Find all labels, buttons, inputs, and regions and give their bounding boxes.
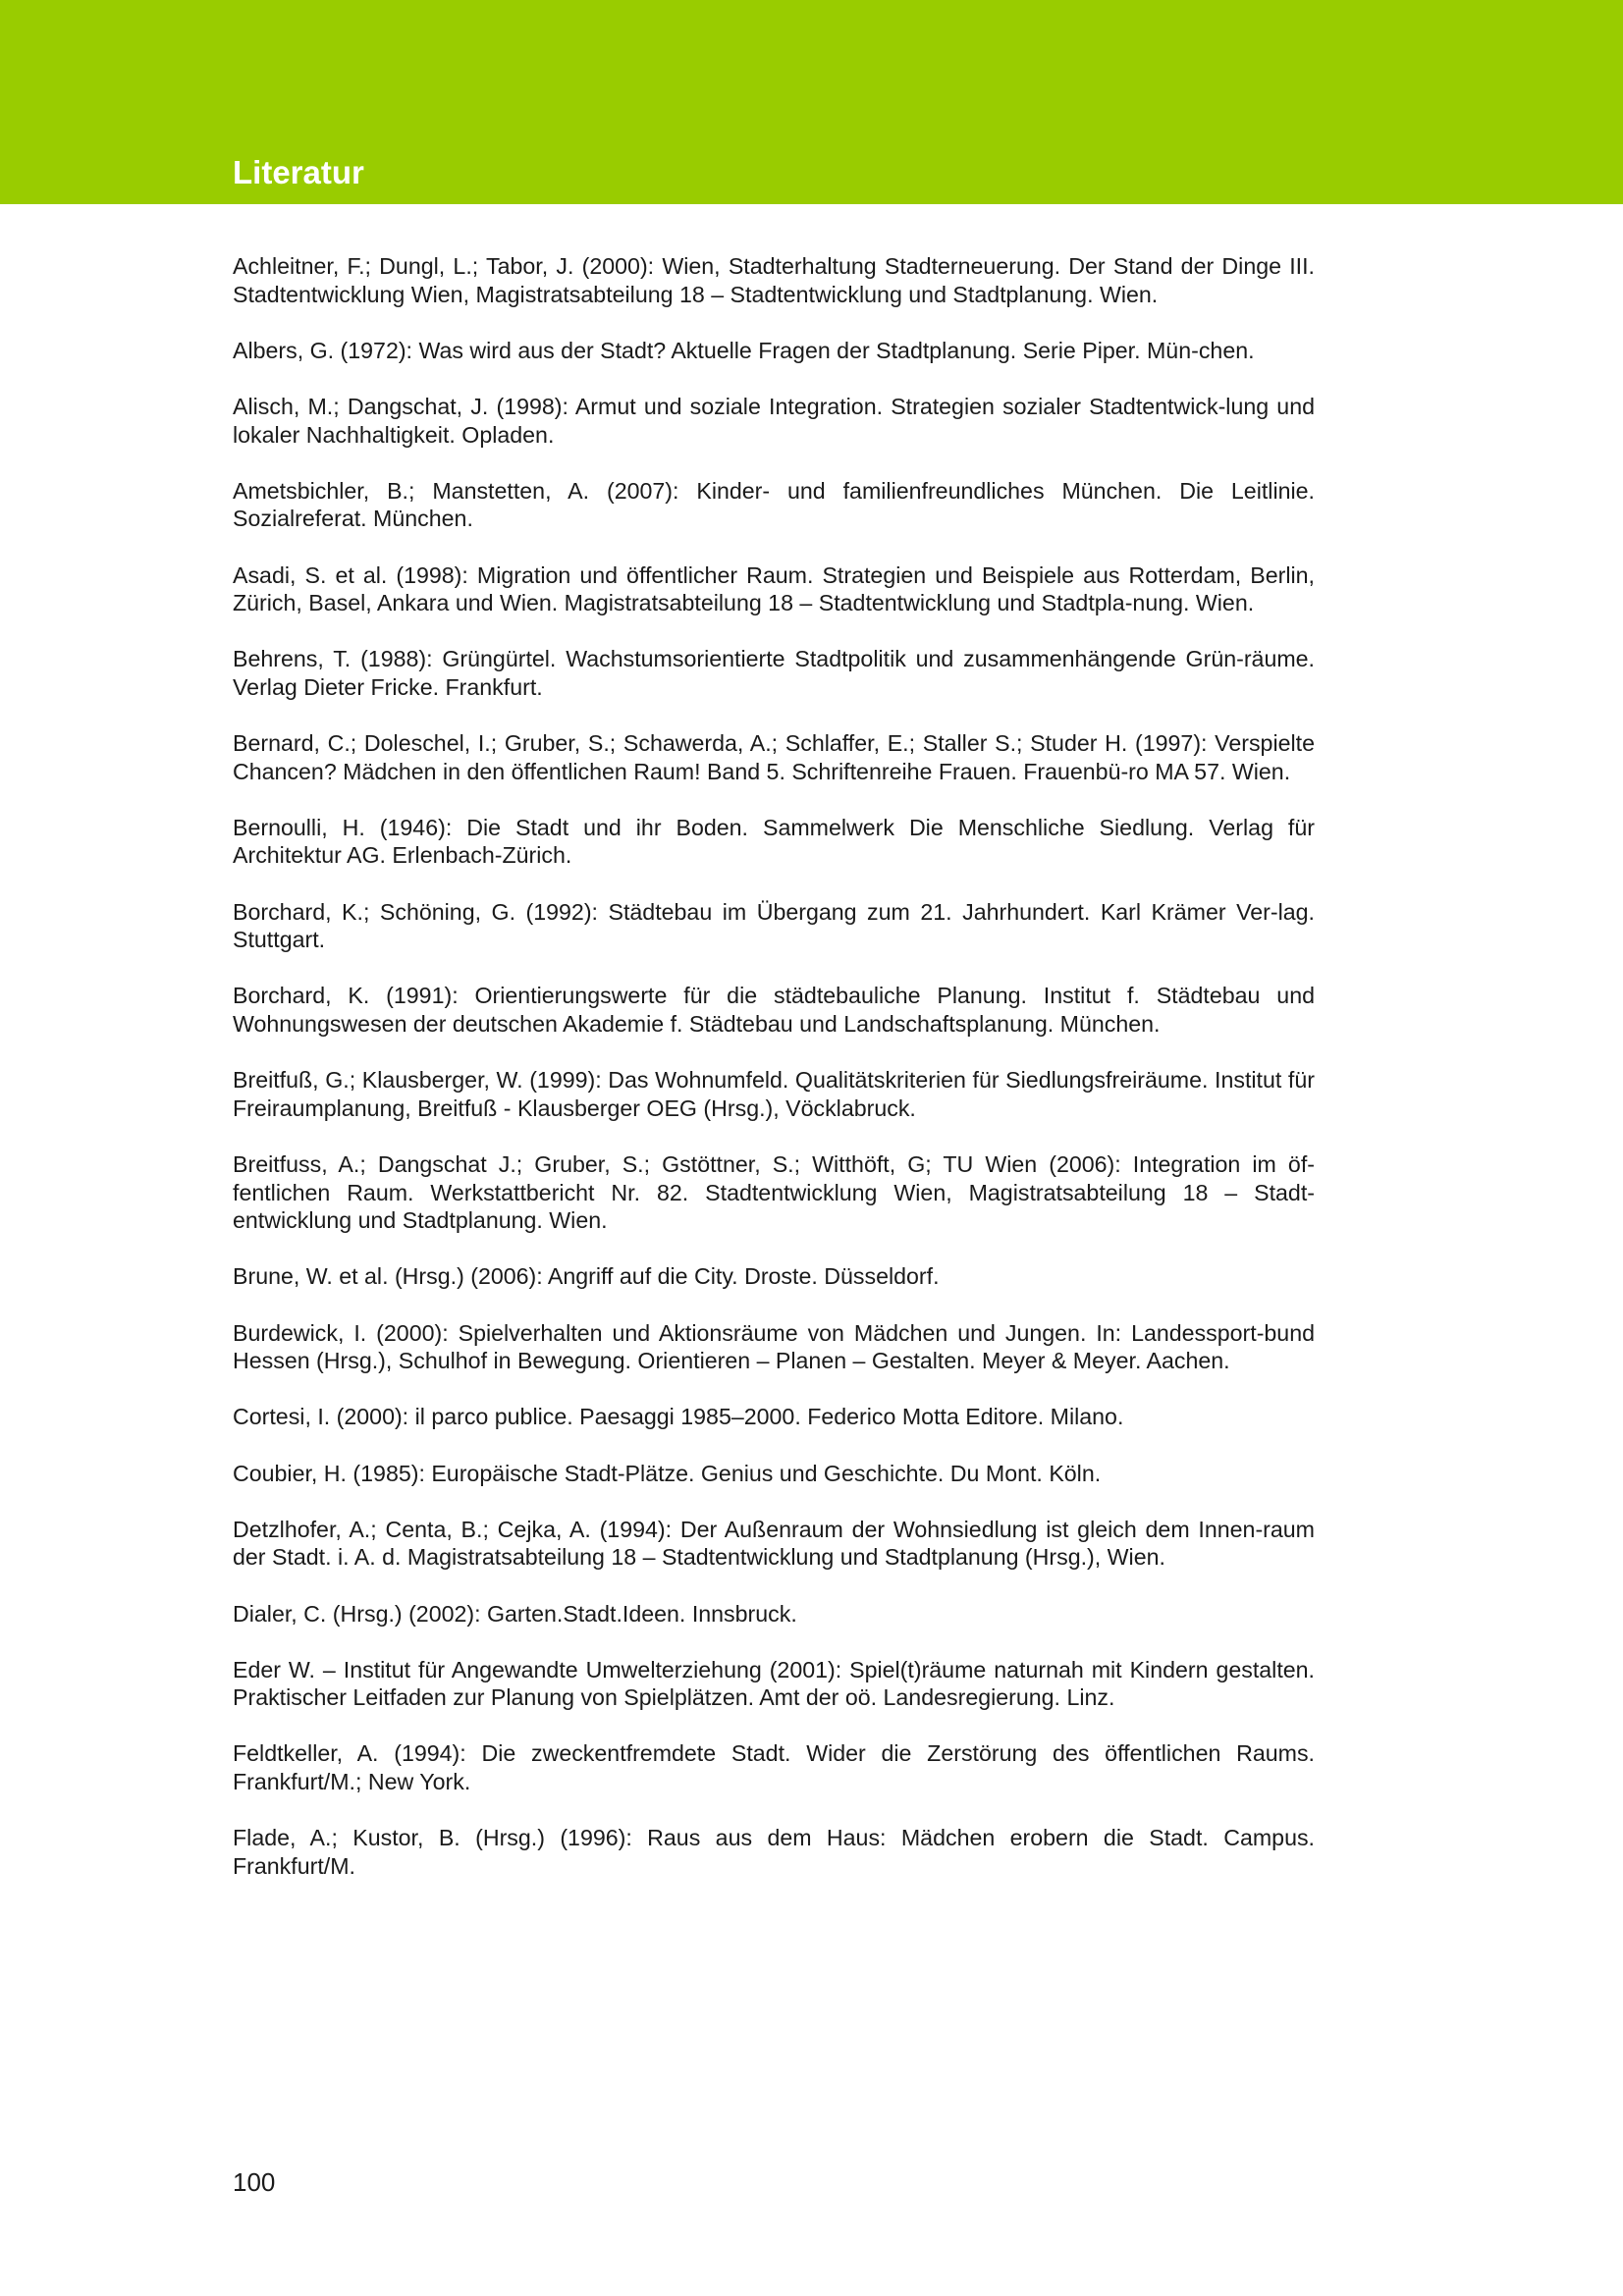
reference-item: Brune, W. et al. (Hrsg.) (2006): Angriff auf die City. Droste. Düsseldorf.: [233, 1263, 940, 1290]
reference-item: Breitfuss, A.; Dangschat J.; Gruber, S.; Gstöttner, S.; Witthöft, G; TU Wien (2006): Integration im öf-fentlichen Raum. Werkstattbericht Nr. 82. Stadtentwicklung Wien, Magistratsabteilung 18 – Stadt-entwicklung und Stadtplanung. Wien.: [233, 1151, 1315, 1234]
reference-list: [233, 252, 1315, 1908]
reference-item: Bernard, C.; Doleschel, I.; Gruber, S.; Schawerda, A.; Schlaffer, E.; Staller S.; Studer H. (1997): Verspielte Chancen? Mädchen in den öffentlichen Raum! Band 5. Schriftenreihe Frauen. Frauenbü-ro MA 57. Wien.: [233, 730, 1315, 784]
reference-item: Asadi, S. et al. (1998): Migration und öffentlicher Raum. Strategien und Beispiele aus Rotterdam, Berlin, Zürich, Basel, Ankara und Wien. Magistratsabteilung 18 – Stadtentwicklung und Stadtpla-nung. Wien.: [233, 561, 1315, 616]
reference-item: Detzlhofer, A.; Centa, B.; Cejka, A. (1994): Der Außenraum der Wohnsiedlung ist gleich dem Innen-raum der Stadt. i. A. d. Magistratsabteilung 18 – Stadtentwicklung und Stadtplanung (Hrsg.), Wien.: [233, 1516, 1315, 1571]
reference-item: Ametsbichler, B.; Manstetten, A. (2007): Kinder- und familienfreundliches München. Die Leitlinie. Sozialreferat. München.: [233, 477, 1315, 532]
reference-item: Burdewick, I. (2000): Spielverhalten und Aktionsräume von Mädchen und Jungen. In: Landessport-bund Hessen (Hrsg.), Schulhof in Bewegung. Orientieren – Planen – Gestalten. Meyer & Meyer. Aachen.: [233, 1319, 1315, 1374]
reference-item: Behrens, T. (1988): Grüngürtel. Wachstumsorientierte Stadtpolitik und zusammenhängende Grün-räume. Verlag Dieter Fricke. Frankfurt.: [233, 646, 1315, 700]
reference-item: Albers, G. (1972): Was wird aus der Stadt? Aktuelle Fragen der Stadtplanung. Serie Piper. Mün-chen.: [233, 337, 1255, 363]
page-title: Literatur: [233, 154, 364, 190]
reference-item: Dialer, C. (Hrsg.) (2002): Garten.Stadt.Ideen. Innsbruck.: [233, 1600, 797, 1627]
reference-item: Borchard, K.; Schöning, G. (1992): Städtebau im Übergang zum 21. Jahrhundert. Karl Krämer Ver-lag. Stuttgart.: [233, 898, 1315, 953]
reference-item: Cortesi, I. (2000): il parco publice. Paesaggi 1985–2000. Federico Motta Editore. Milano.: [233, 1404, 1124, 1430]
reference-item: Breitfuß, G.; Klausberger, W. (1999): Das Wohnumfeld. Qualitätskriterien für Siedlungsfreiräume. Institut für Freiraumplanung, Breitfuß - Klausberger OEG (Hrsg.), Vöcklabruck.: [233, 1067, 1315, 1121]
reference-item: Borchard, K. (1991): Orientierungswerte für die städtebauliche Planung. Institut f. Städtebau und Wohnungswesen der deutschen Akademie f. Städtebau und Landschaftsplanung. München.: [233, 983, 1315, 1038]
page-number: 100: [233, 2167, 276, 2197]
header-band: [0, 0, 1623, 204]
reference-item: Coubier, H. (1985): Europäische Stadt-Plätze. Genius und Geschichte. Du Mont. Köln.: [233, 1460, 1102, 1486]
reference-item: Achleitner, F.; Dungl, L.; Tabor, J. (2000): Wien, Stadterhaltung Stadterneuerung. Der Stand der Dinge III. Stadtentwicklung Wien, Magistratsabteilung 18 – Stadtentwicklung und Stadtplanung. Wien.: [233, 253, 1315, 307]
reference-item: Feldtkeller, A. (1994): Die zweckentfremdete Stadt. Wider die Zerstörung des öffentlichen Raums. Frankfurt/M.; New York.: [233, 1740, 1315, 1795]
reference-item: Flade, A.; Kustor, B. (Hrsg.) (1996): Raus aus dem Haus: Mädchen erobern die Stadt. Campus. Frankfurt/M.: [233, 1825, 1315, 1879]
reference-item: Bernoulli, H. (1946): Die Stadt und ihr Boden. Sammelwerk Die Menschliche Siedlung. Verlag für Architektur AG. Erlenbach-Zürich.: [233, 814, 1315, 869]
reference-item: Alisch, M.; Dangschat, J. (1998): Armut und soziale Integration. Strategien sozialer Stadtentwick-lung und lokaler Nachhaltigkeit. Opladen.: [233, 393, 1315, 448]
reference-item: Eder W. – Institut für Angewandte Umwelterziehung (2001): Spiel(t)räume naturnah mit Kindern gestalten. Praktischer Leitfaden zur Planung von Spielplätzen. Amt der oö. Landesregierung. Linz.: [233, 1656, 1315, 1711]
